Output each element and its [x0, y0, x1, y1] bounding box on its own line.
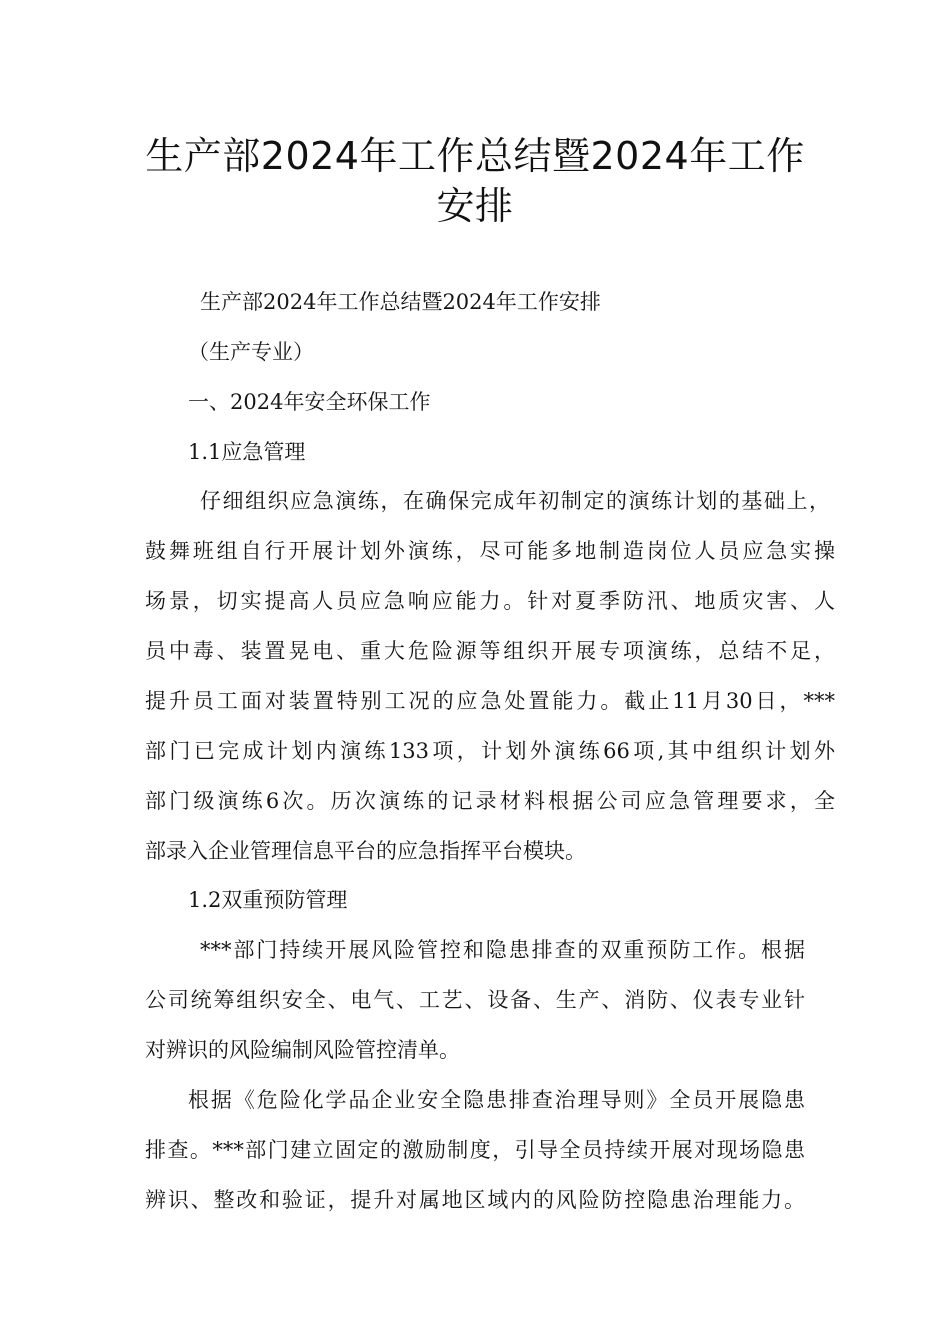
paragraph-line: 对辨识的风险编制风险管控清单。	[145, 1038, 460, 1062]
paragraph-line: 辨识、整改和验证，提升对属地区域内的风险防控隐患治理能力。	[145, 1188, 805, 1212]
paragraph-line: 部门级演练6次。历次演练的记录材料根据公司应急管理要求，全	[145, 789, 835, 813]
paragraph-line: 根据《危险化学品企业安全隐患排查治理导则》全员开展隐患	[188, 1088, 805, 1112]
document-title-line-1: 生产部2024年工作总结暨2024年工作	[145, 134, 805, 178]
paragraph-line: 场景，切实提高人员应急响应能力。针对夏季防汛、地质灾害、人	[145, 589, 835, 613]
paragraph-line: 排查。***部门建立固定的激励制度，引导全员持续开展对现场隐患	[145, 1138, 805, 1162]
paragraph-line: 部录入企业管理信息平台的应急指挥平台模块。	[145, 839, 586, 863]
paragraph-line: 公司统筹组织安全、电气、工艺、设备、生产、消防、仪表专业针	[145, 988, 805, 1012]
subtitle-line: 生产部2024年工作总结暨2024年工作安排	[200, 290, 601, 314]
paragraph-line: 部门已完成计划内演练133项，计划外演练66项,其中组织计划外	[145, 739, 835, 763]
specialty-label: （生产专业）	[188, 340, 314, 364]
document-title-line-2: 安排	[436, 184, 514, 228]
paragraph-line: 提升员工面对装置特别工况的应急处置能力。截止11月30日，***	[145, 689, 835, 713]
subsection-heading-1-2: 1.2双重预防管理	[188, 888, 348, 912]
section-heading-1: 一、2024年安全环保工作	[188, 390, 431, 414]
paragraph-line: 员中毒、装置晃电、重大危险源等组织开展专项演练，总结不足，	[145, 639, 835, 663]
paragraph-line: ***部门持续开展风险管控和隐患排查的双重预防工作。根据	[200, 938, 805, 962]
paragraph-line: 鼓舞班组自行开展计划外演练，尽可能多地制造岗位人员应急实操	[145, 539, 835, 563]
subsection-heading-1-1: 1.1应急管理	[188, 440, 306, 464]
paragraph-line: 仔细组织应急演练，在确保完成年初制定的演练计划的基础上，	[200, 489, 830, 513]
